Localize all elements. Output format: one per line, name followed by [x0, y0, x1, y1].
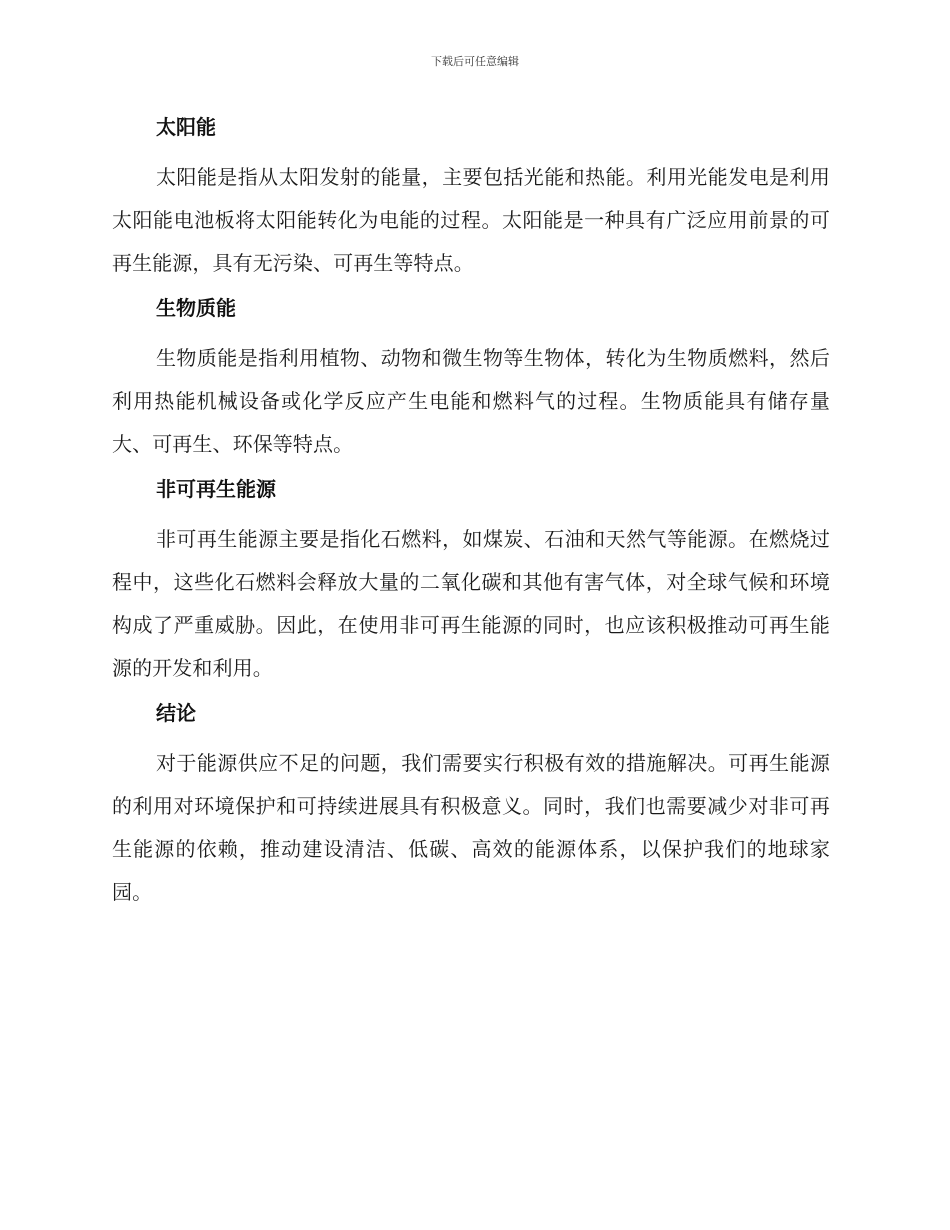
- section-paragraph: 生物质能是指利用植物、动物和微生物等生物体，转化为生物质燃料，然后利用热能机械设备或化学反应产生电能和燃料气的过程。生物质能具有储存量大、可再生、环保等特点。: [112, 346, 830, 456]
- section-heading: 太阳能: [156, 115, 216, 139]
- section-heading: 生物质能: [156, 296, 236, 320]
- section-non-renewable-energy: [112, 470, 830, 690]
- document-body: [112, 108, 830, 918]
- section-paragraph: 对于能源供应不足的问题，我们需要实行积极有效的措施解决。可再生能源的利用对环境保护和可持续进展具有积极意义。同时，我们也需要减少对非可再生能源的依赖，推动建设清洁、低碳、高效的能源体系，以保护我们的地球家园。: [112, 751, 830, 904]
- section-conclusion: [112, 694, 830, 914]
- page-header: 下载后可任意编辑: [431, 55, 519, 68]
- section-heading: 结论: [156, 701, 196, 725]
- section-solar-energy: [112, 108, 830, 285]
- section-paragraph: 非可再生能源主要是指化石燃料，如煤炭、石油和天然气等能源。在燃烧过程中，这些化石燃料会释放大量的二氧化碳和其他有害气体，对全球气候和环境构成了严重威胁。因此，在使用非可再生能源的同时，也应该积极推动可再生能源的开发和利用。: [112, 527, 830, 680]
- section-heading: 非可再生能源: [156, 477, 276, 501]
- section-paragraph: 太阳能是指从太阳发射的能量，主要包括光能和热能。利用光能发电是利用太阳能电池板将太阳能转化为电能的过程。太阳能是一种具有广泛应用前景的可再生能源，具有无污染、可再生等特点。: [112, 165, 830, 275]
- section-biomass-energy: [112, 289, 830, 466]
